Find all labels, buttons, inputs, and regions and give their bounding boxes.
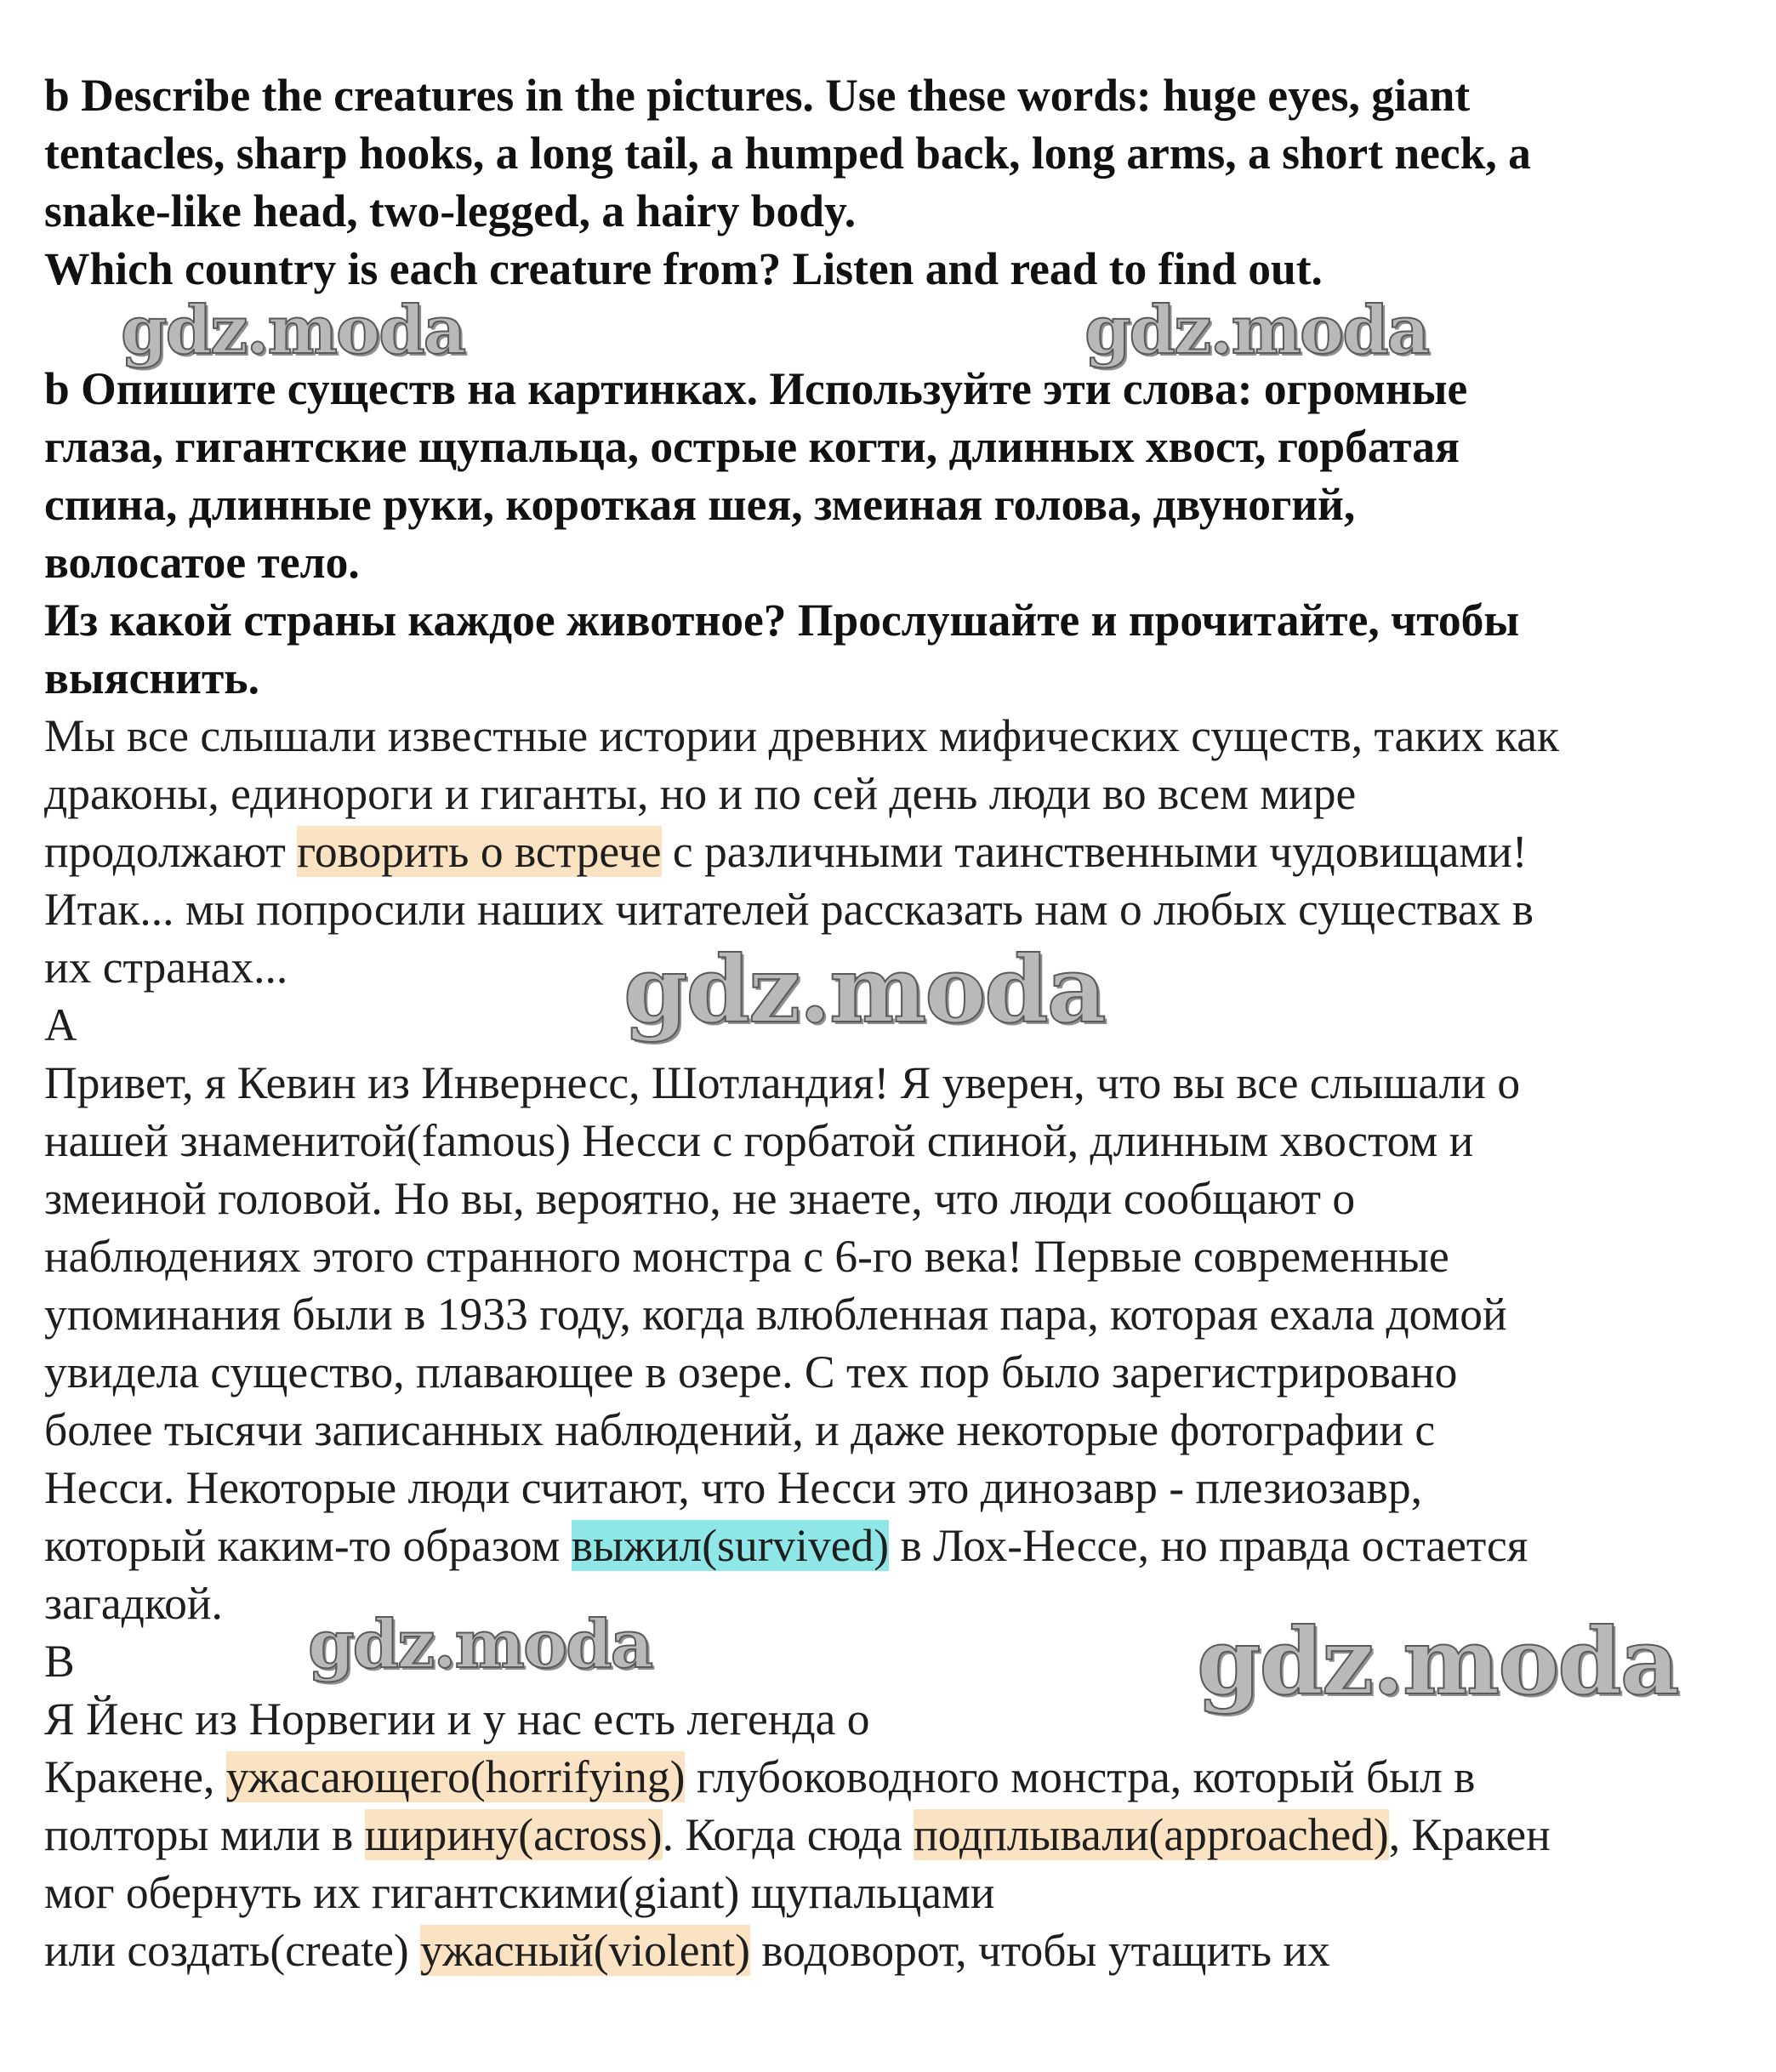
watermark-logo: gdz.moda [1197, 1608, 1678, 1716]
section-a-label: A [44, 999, 77, 1050]
section-a-line: нашей знаменитой(famous) Несси с горбатой спиной, длинным хвостом и [44, 1115, 1474, 1166]
highlight-phrase: ужасный(violent) [420, 1925, 750, 1976]
section-a-line: Привет, я Кевин из Инвернесс, Шотландия! Я уверен, что вы все слышали о [44, 1057, 1521, 1108]
highlight-phrase: ужасающего(horrifying) [225, 1751, 686, 1802]
russian-task-line: выяснить. [44, 652, 259, 703]
section-a-line: змеиной головой. Но вы, вероятно, не знаете, что люди сообщают о [44, 1173, 1356, 1224]
russian-task-line: спина, длинные руки, короткая шея, змеиная голова, двуногий, [44, 479, 1356, 530]
watermark-logo: gdz.moda [623, 936, 1105, 1044]
highlight-phrase: говорить о встрече [297, 826, 662, 877]
intro-line: продолжают говорить о встрече с различными таинственными чудовищами! [44, 826, 1528, 877]
russian-task [44, 360, 1737, 707]
section-b-line: или создать(create) ужасный(violent) водоворот, чтобы утащить их [44, 1925, 1330, 1976]
section-a-line: более тысячи записанных наблюдений, и даже некоторые фотографии с [44, 1404, 1436, 1455]
section-b-line: полторы мили в ширину(across). Когда сюда подплывали(approached), Кракен [44, 1809, 1551, 1860]
section-b-line: мог обернуть их гигантскими(giant) щупальцами [44, 1867, 995, 1918]
section-a-line: Несси. Некоторые люди считают, что Несси это динозавр - плезиозавр, [44, 1462, 1422, 1513]
section-a-line: который каким-то образом выжил(survived) в Лох-Нессе, но правда остается [44, 1520, 1528, 1571]
english-task-line: b Describe the creatures in the pictures. Use these words: huge eyes, giant [44, 70, 1471, 121]
highlight-phrase: выжил(survived) [571, 1520, 890, 1571]
english-task [44, 66, 1737, 298]
intro-line: драконы, единороги и гиганты, но и по сей день люди во всем мире [44, 768, 1357, 819]
section-a-line: загадкой. [44, 1578, 223, 1629]
russian-task-line: b Опишите существ на картинках. Используйте эти слова: огромные [44, 363, 1468, 414]
english-task-line: snake-like head, two-legged, a hairy body. [44, 185, 857, 236]
section-a [44, 996, 1737, 1632]
intro-line: Мы все слышали известные истории древних мифических существ, таких как [44, 710, 1559, 761]
section-a-line: увидела существо, плавающее в озере. С тех пор было зарегистрировано [44, 1346, 1458, 1397]
watermark-logo: gdz.moda [121, 292, 465, 369]
russian-task-line: волосатое тело. [44, 537, 360, 588]
english-task-line: tentacles, sharp hooks, a long tail, a humped back, long arms, a short neck, a [44, 128, 1531, 179]
highlight-phrase: ширину(across) [364, 1809, 663, 1860]
russian-task-line: глаза, гигантские щупальца, острые когти, длинных хвост, горбатая [44, 421, 1460, 472]
section-b-label: B [44, 1636, 75, 1687]
intro-line: их странах... [44, 942, 288, 993]
intro-line: Итак... мы попросили наших читателей рассказать нам о любых существах в [44, 884, 1534, 935]
watermark-logo: gdz.moda [308, 1606, 652, 1683]
section-b-line: Я Йенс из Норвегии и у нас есть легенда о [44, 1693, 870, 1745]
english-task-line: Which country is each creature from? Listen and read to find out. [44, 243, 1323, 294]
section-a-line: наблюдениях этого странного монстра с 6-го века! Первые современные [44, 1231, 1449, 1282]
section-a-line: упоминания были в 1933 году, когда влюбленная пара, которая ехала домой [44, 1289, 1507, 1340]
section-b-line: Кракене, ужасающего(horrifying) глубоководного монстра, который был в [44, 1751, 1476, 1802]
watermark-logo: gdz.moda [1084, 292, 1429, 369]
russian-task-line: Из какой страны каждое животное? Прослушайте и прочитайте, чтобы [44, 595, 1520, 646]
highlight-phrase: подплывали(approached) [914, 1809, 1389, 1860]
